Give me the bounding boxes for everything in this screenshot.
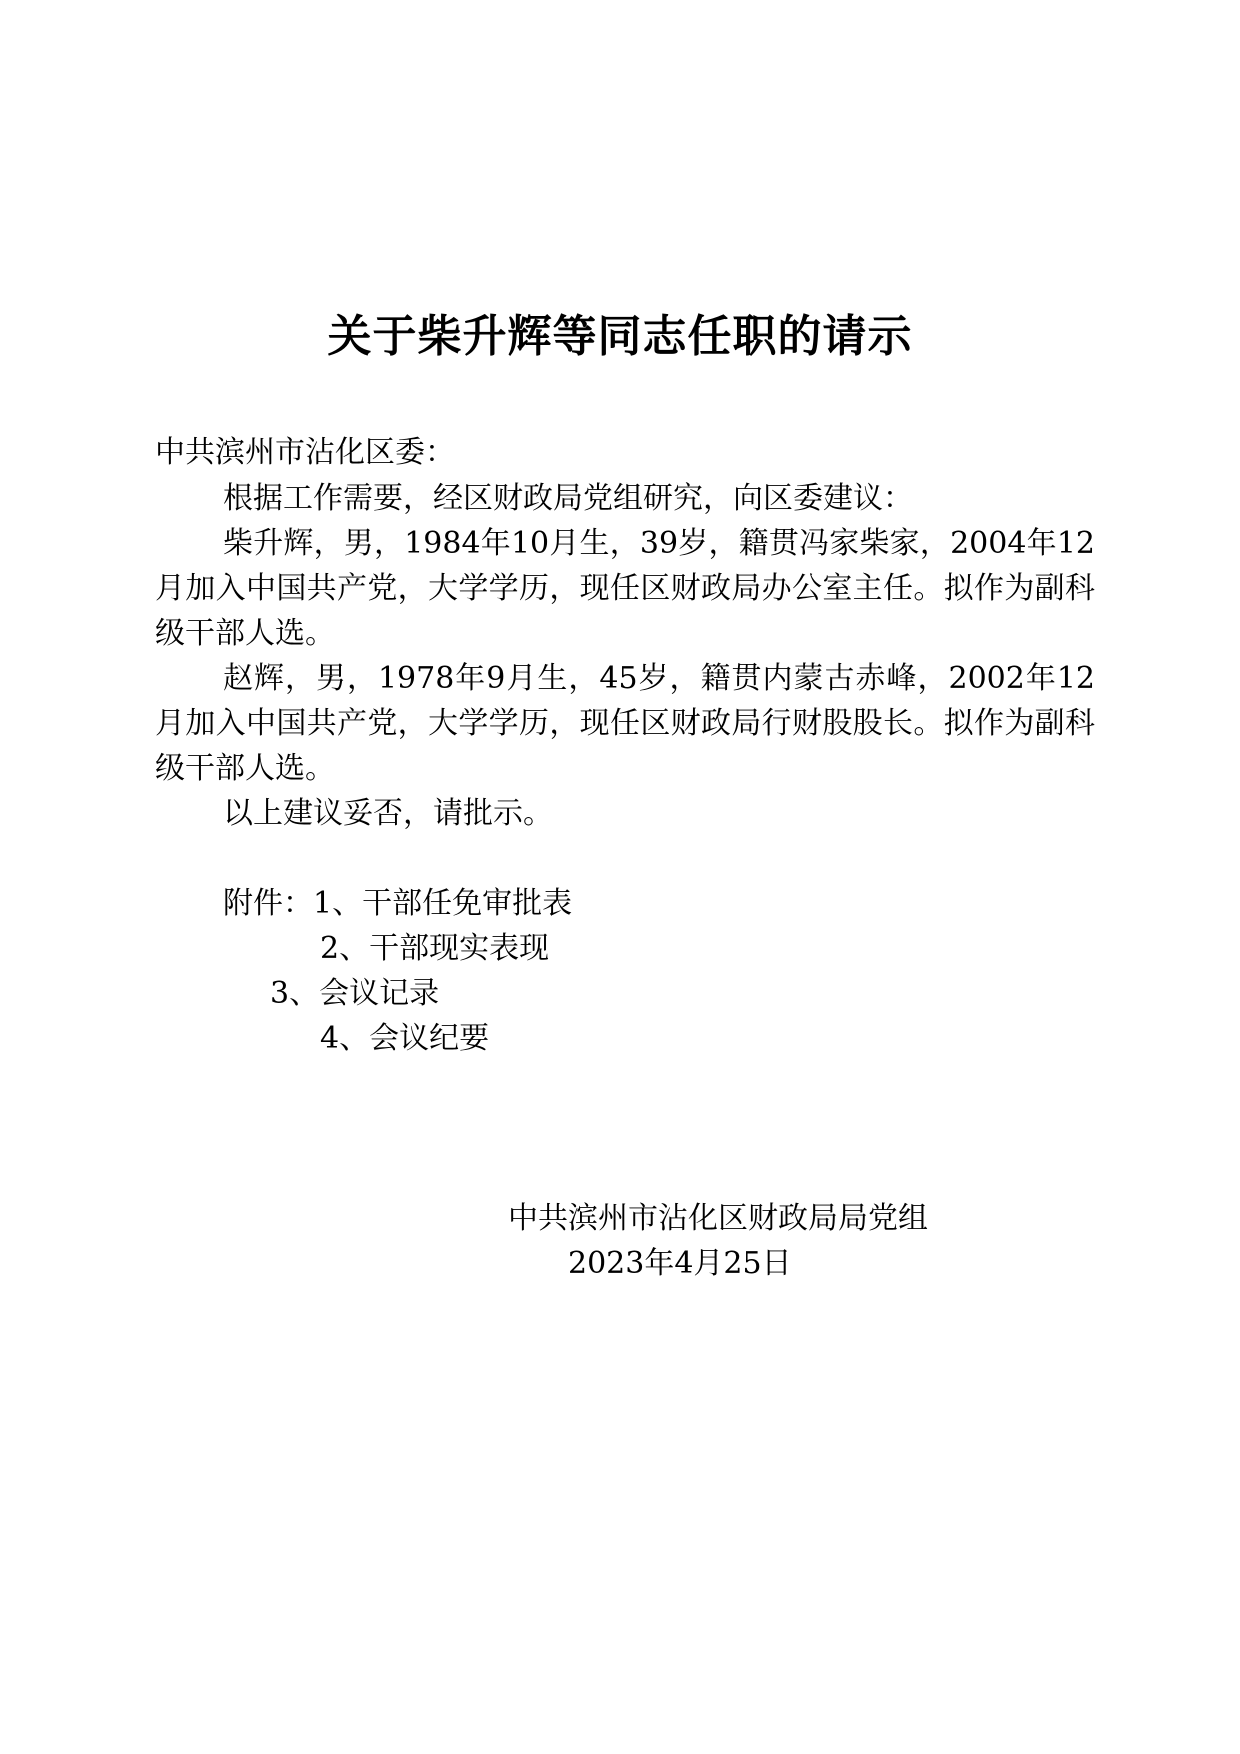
attachment-item-4: 4、会议纪要 [320,1021,490,1056]
signature-date: 2023年4月25日 [568,1246,792,1281]
candidate-text-1: 柴升辉，男，1984年10月生，39岁，籍贯冯家柴家，2004年12月加入中国共产党，大学学历，现任区财政局办公室主任。拟作为副科级干部人选。 [155,526,1095,651]
candidate-paragraph-1 [155,521,1095,656]
signature-organization: 中共滨州市沾化区财政局局党组 [508,1201,928,1236]
candidate-paragraph-2 [155,656,1095,791]
candidate-text-2: 赵辉，男，1978年9月生，45岁，籍贯内蒙古赤峰，2002年12月加入中国共产党，大学学历，现任区财政局行财股股长。拟作为副科级干部人选。 [155,661,1095,786]
intro-paragraph [155,476,1095,521]
attachments-header [223,881,572,926]
closing-paragraph [155,791,1095,836]
intro-text: 根据工作需要，经区财政局党组研究，向区委建议： [223,481,913,516]
attachment-item-2: 2、干部现实表现 [320,931,550,966]
attachment-item-3: 3、会议记录 [270,976,440,1011]
closing-text: 以上建议妥否，请批示。 [223,796,553,831]
attachments-label: 附件： [223,886,313,921]
document-title: 关于柴升辉等同志任职的请示 [327,311,913,362]
attachment-item-1: 1、干部任免审批表 [313,886,573,921]
salutation: 中共滨州市沾化区委： [155,435,455,470]
